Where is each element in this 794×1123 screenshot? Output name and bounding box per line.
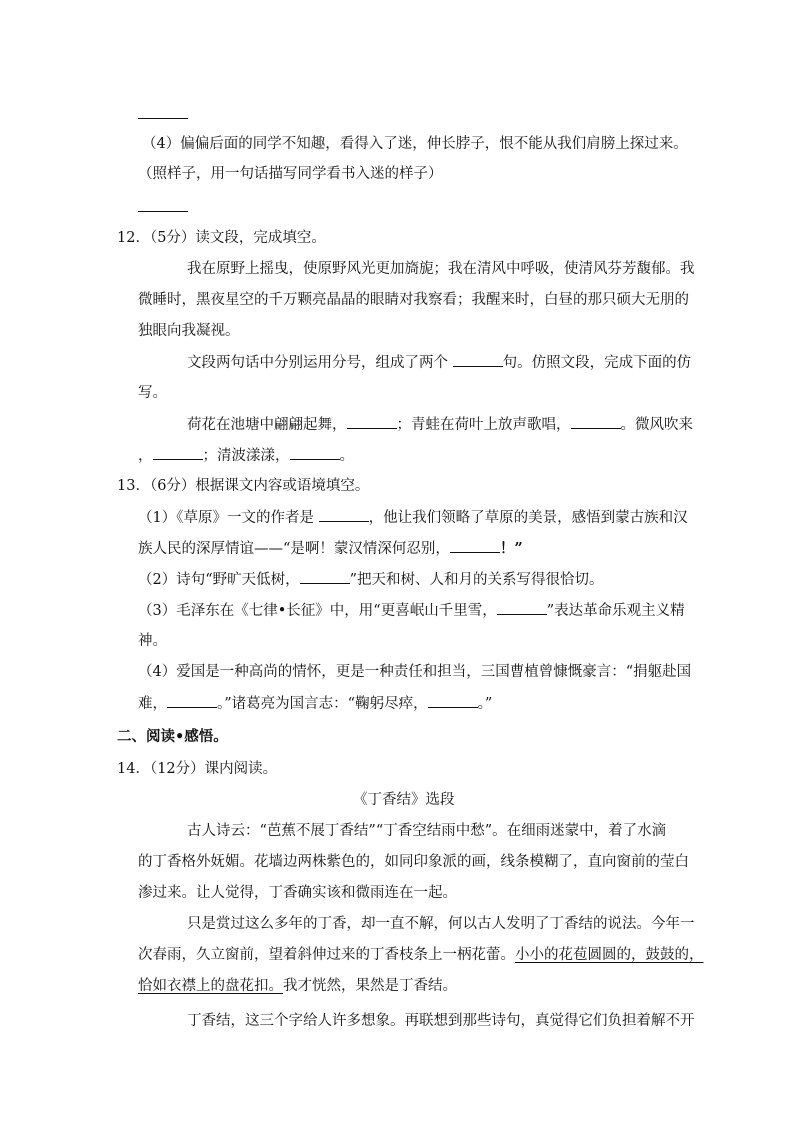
q14-p1-line2: 的丁香格外妩媚。花墙边两株紫色的，如同印象派的画，线条模糊了，直向窗前的莹白 xyxy=(138,854,689,870)
q14-heading: 14．（12分）课内阅读。 xyxy=(117,761,278,777)
underlined-sentence: 恰如衣襟上的盘花扣。 xyxy=(138,978,283,994)
q13-item2: （2）诗句“野旷天低树， ”把天和树、人和月的关系写得很恰切。 xyxy=(138,569,604,590)
q13-item3-line1: （3）毛泽东在《七律•长征》中，用“更喜岷山千里雪， ”表达革命乐观主义精 xyxy=(138,600,685,621)
fill-blank[interactable] xyxy=(319,507,369,522)
q13-item3-line2: 神。 xyxy=(138,633,167,649)
q13-item4-line2: 难， 。”诸葛亮为国言志：“鞠躬尽瘁， 。” xyxy=(138,693,492,714)
fill-blank[interactable] xyxy=(428,693,478,708)
fill-blank[interactable] xyxy=(167,693,217,708)
q13-item4-line1: （4）爱国是一种高尚的情怀，更是一种责任和担当，三国曹植曾慷慨豪言：“捐躯赴国 xyxy=(138,664,692,680)
q13-heading: 13．（6分）根据课文内容或语境填空。 xyxy=(117,478,370,494)
q14-p2-line3: 恰如衣襟上的盘花扣。我才恍然，果然是丁香结。 xyxy=(138,978,457,994)
q13-item1-line2: 族人民的深厚情谊——“是啊！蒙汉情深何忍别， ！” xyxy=(138,540,523,557)
answer-line xyxy=(138,211,188,212)
q12-passage-line3: 独眼向我凝视。 xyxy=(138,323,240,339)
fill-blank[interactable] xyxy=(497,600,547,615)
fill-blank[interactable] xyxy=(290,445,340,460)
answer-line xyxy=(138,118,188,119)
fill-blank[interactable] xyxy=(450,538,500,553)
q12-passage-line1: 我在原野上摇曳，使原野风光更加旖旎；我在清风中呼吸，使清风芬芳馥郁。我 xyxy=(187,261,695,277)
fill-blank[interactable] xyxy=(300,569,350,584)
fill-blank[interactable] xyxy=(153,445,203,460)
q12-passage-line2: 微睡时，黑夜星空的千万颗亮晶晶的眼睛对我察看；我醒来时，白昼的那只硕大无朋的 xyxy=(138,292,689,308)
fill-blank[interactable] xyxy=(571,414,621,429)
q12-question-line2: 写。 xyxy=(138,385,167,401)
q12-heading: 12．（5分）读文段，完成填空。 xyxy=(117,230,326,246)
q11-item4: （4）偏偏后面的同学不知趣，看得入了迷，伸长脖子，恨不能从我们肩膀上探过来。 xyxy=(142,136,688,152)
q14-p3-line1: 丁香结，这三个字给人许多想象。再联想到那些诗句，真觉得它们负担着解不开 xyxy=(187,1013,695,1029)
fill-blank[interactable] xyxy=(453,352,503,367)
q13-item1-line1: （1）《草原》一文的作者是 ，他让我们领略了草原的美景，感悟到蒙古族和汉 xyxy=(138,507,688,528)
q14-p1-line3: 渗过来。让人觉得，丁香确实该和微雨连在一起。 xyxy=(138,885,457,901)
passage-title: 《丁香结》选段 xyxy=(353,792,455,808)
section-title: 二、阅读•感悟。 xyxy=(117,728,228,745)
q14-p2-line1: 只是赏过这么多年的丁香，却一直不解，何以古人发明了丁香结的说法。今年一 xyxy=(187,916,695,932)
fill-blank[interactable] xyxy=(347,414,397,429)
q12-imitation-line2: ， ；清波漾漾， 。 xyxy=(138,445,354,466)
q12-question-line1: 文段两句话中分别运用分号，组成了两个 句。仿照文段，完成下面的仿 xyxy=(187,352,691,373)
q14-p2-line2: 次春雨，久立窗前，望着斜伸过来的丁香枝条上一柄花蕾。小小的花苞圆圆的，鼓鼓的， xyxy=(138,947,704,963)
q12-imitation-line1: 荷花在池塘中翩翩起舞， ；青蛙在荷叶上放声歌唱， 。微风吹来 xyxy=(187,414,693,435)
q11-item4-instruction: （照样子，用一句话描写同学看书入迷的样子） xyxy=(138,166,443,182)
underlined-sentence: 小小的花苞圆圆的，鼓鼓的， xyxy=(515,947,704,963)
q14-p1-line1: 古人诗云：“芭蕉不展丁香结”“丁香空结雨中愁”。在细雨迷蒙中，着了水滴 xyxy=(187,823,667,839)
